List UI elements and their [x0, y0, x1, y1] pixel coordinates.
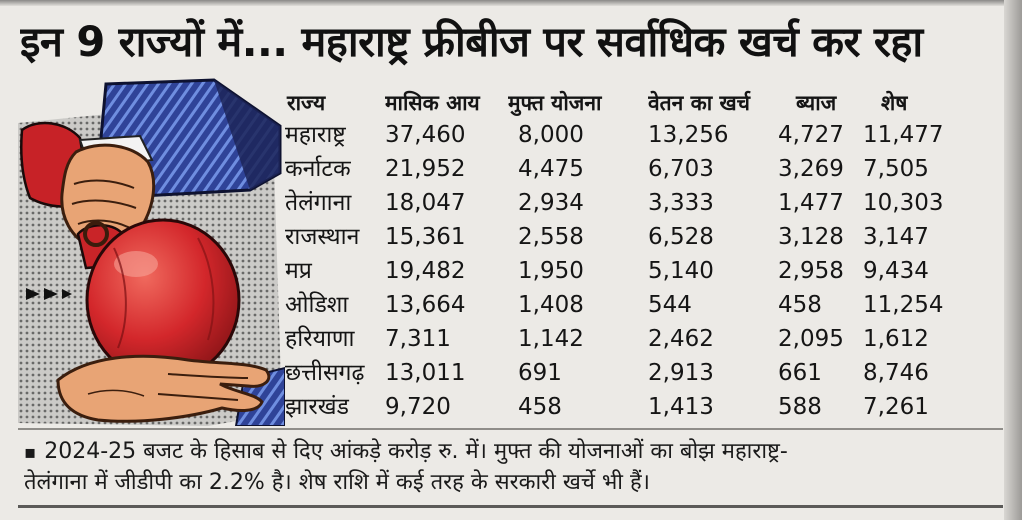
- cell-salary-expense: 3,333: [648, 190, 714, 216]
- cell-free-schemes: 1,408: [518, 292, 584, 318]
- table-row: [285, 118, 1005, 152]
- cell-remaining: 11,254: [863, 292, 944, 318]
- cell-remaining: 11,477: [863, 122, 944, 148]
- cell-interest: 458: [778, 292, 822, 318]
- cell-free-schemes: 4,475: [518, 156, 584, 182]
- table-row: [285, 390, 1005, 424]
- cell-state: कर्नाटक: [285, 156, 351, 182]
- cell-salary-expense: 2,462: [648, 326, 714, 352]
- cell-remaining: 3,147: [863, 224, 929, 250]
- header-salary-expense: वेतन का खर्च: [648, 91, 751, 115]
- cell-monthly-income: 18,047: [385, 190, 466, 216]
- cell-monthly-income: 9,720: [385, 394, 451, 420]
- headline: इन 9 राज्यों में... महाराष्ट्र फ्रीबीज पर सर्वाधिक खर्च कर रहा: [20, 17, 923, 66]
- cell-remaining: 7,505: [863, 156, 929, 182]
- cell-salary-expense: 1,413: [648, 394, 714, 420]
- cell-free-schemes: 691: [518, 360, 562, 386]
- page-edge-shadow: [1004, 0, 1022, 520]
- cell-interest: 3,269: [778, 156, 844, 182]
- header-interest: ब्याज: [796, 91, 837, 115]
- table-row: [285, 288, 1005, 322]
- cell-state: छत्तीसगढ़: [285, 360, 365, 386]
- table-row: [285, 254, 1005, 288]
- cell-monthly-income: 13,011: [385, 360, 466, 386]
- cell-monthly-income: 21,952: [385, 156, 466, 182]
- cell-free-schemes: 458: [518, 394, 562, 420]
- cell-monthly-income: 15,361: [385, 224, 466, 250]
- cell-interest: 1,477: [778, 190, 844, 216]
- header-monthly-income: मासिक आय: [385, 91, 480, 115]
- footnote-divider: [18, 428, 1003, 430]
- footnote-text-2: तेलंगाना में जीडीपी का 2.2% है। शेष राशि में कई तरह के सरकारी खर्चे भी हैं।: [24, 470, 651, 495]
- header-state: राज्य: [287, 91, 326, 115]
- cell-salary-expense: 2,913: [648, 360, 714, 386]
- cell-free-schemes: 2,558: [518, 224, 584, 250]
- cell-remaining: 9,434: [863, 258, 929, 284]
- money-bag-in-hand-icon: [18, 78, 285, 426]
- cell-free-schemes: 8,000: [518, 122, 584, 148]
- cell-monthly-income: 19,482: [385, 258, 466, 284]
- cell-remaining: 10,303: [863, 190, 944, 216]
- top-cutoff-strip: [0, 0, 1005, 6]
- cell-free-schemes: 1,142: [518, 326, 584, 352]
- cell-interest: 4,727: [778, 122, 844, 148]
- footnote-line-2: [24, 468, 1004, 498]
- cell-state: राजस्थान: [285, 224, 360, 250]
- cell-salary-expense: 544: [648, 292, 692, 318]
- header-free-schemes: मुफ्त योजना: [508, 91, 602, 115]
- cell-state: ओडिशा: [285, 292, 349, 318]
- table-row: [285, 322, 1005, 356]
- cell-monthly-income: 37,460: [385, 122, 466, 148]
- cell-monthly-income: 13,664: [385, 292, 466, 318]
- cell-state: महाराष्ट्र: [285, 122, 346, 148]
- cell-salary-expense: 6,703: [648, 156, 714, 182]
- table-row: [285, 186, 1005, 220]
- cell-state: हरियाणा: [285, 326, 355, 352]
- state-expense-table: [285, 88, 1005, 424]
- cell-salary-expense: 5,140: [648, 258, 714, 284]
- cell-state: झारखंड: [285, 394, 349, 420]
- table-row: [285, 152, 1005, 186]
- cell-interest: 588: [778, 394, 822, 420]
- cell-free-schemes: 2,934: [518, 190, 584, 216]
- bottom-divider: [18, 505, 1003, 508]
- cell-remaining: 7,261: [863, 394, 929, 420]
- cell-state: मप्र: [285, 258, 312, 284]
- footnote-line-1: [24, 437, 1004, 467]
- cell-salary-expense: 13,256: [648, 122, 729, 148]
- cell-interest: 3,128: [778, 224, 844, 250]
- cell-remaining: 8,746: [863, 360, 929, 386]
- cell-remaining: 1,612: [863, 326, 929, 352]
- cell-free-schemes: 1,950: [518, 258, 584, 284]
- cell-interest: 2,095: [778, 326, 844, 352]
- cell-monthly-income: 7,311: [385, 326, 451, 352]
- footnote-bullet: ▪: [24, 442, 37, 463]
- header-remaining: शेष: [881, 91, 908, 115]
- footnote-text-1: 2024-25 बजट के हिसाब से दिए आंकड़े करोड़ रु. में। मुफ्त की योजनाओं का बोझ महाराष्ट्र-: [44, 439, 788, 464]
- cell-interest: 661: [778, 360, 822, 386]
- cell-salary-expense: 6,528: [648, 224, 714, 250]
- cell-state: तेलंगाना: [285, 190, 352, 216]
- cell-interest: 2,958: [778, 258, 844, 284]
- table-row: [285, 220, 1005, 254]
- table-header-row: [285, 88, 1005, 118]
- table-row: [285, 356, 1005, 390]
